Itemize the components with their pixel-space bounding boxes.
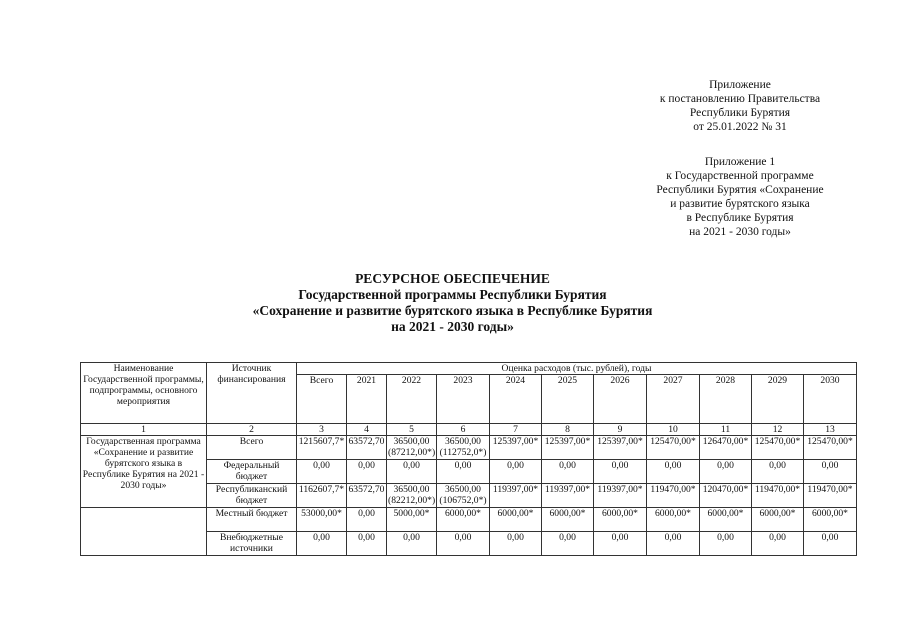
column-number: 1 [81,424,207,436]
column-number: 2 [207,424,297,436]
value-cell [542,508,594,532]
value-line: 0,00 [313,532,330,543]
value-cell [594,460,647,484]
value-line: 0,00 [358,460,375,471]
value-cell [594,508,647,532]
header-row [81,363,857,375]
program-name-cell: Государственная программа «Сохранение и развитие бурятского языка в Республике Бурятия на 2021 - 2030 годы» [81,436,207,508]
value-line: 0,00 [358,508,375,519]
col-name-header: Наименование Государственной программы, подпрограммы, основного мероприятия [81,363,207,424]
value-line: 0,00 [403,532,420,543]
value-cell [297,532,347,556]
value-line: 6000,00* [812,508,848,519]
value-cell [437,484,490,508]
value-line: 63572,70 [348,484,385,495]
value-cell [347,460,387,484]
value-cell [387,532,437,556]
value-cell [700,436,752,460]
value-cell [700,460,752,484]
year-header: 2022 [387,375,437,424]
year-header: 2026 [594,375,647,424]
value-line: 6000,00* [549,508,586,519]
value-line: 0,00 [454,460,472,471]
source-cell: Федеральный бюджет [207,460,297,484]
value-line: 0,00 [358,532,375,543]
column-number: 3 [297,424,347,436]
value-cell [297,484,347,508]
value-line: 125470,00* [807,436,853,447]
value-cell [804,460,857,484]
value-cell [647,508,700,532]
value-line: 36500,00 [445,436,481,447]
resource-table [80,362,857,556]
appendix-program-line: Республики Бурятия «Сохранение [656,184,824,196]
value-line: 0,00 [313,460,330,471]
value-cell [647,436,700,460]
value-cell [594,436,647,460]
appendix-program-line: к Государственной программе [666,170,814,182]
value-line: 0,00 [559,532,576,543]
value-cell [804,508,857,532]
year-header: 2025 [542,375,594,424]
value-line: 36500,00 [393,484,430,495]
year-header: 2030 [804,375,857,424]
value-cell [700,484,752,508]
value-cell [490,508,542,532]
source-cell: Всего [207,436,297,460]
value-cell [490,436,542,460]
column-number: 10 [647,424,700,436]
value-line: 0,00 [611,460,629,471]
value-cell [437,460,490,484]
value-cell [594,484,647,508]
appendix-program-line: на 2021 - 2030 годы» [689,226,791,238]
value-cell [647,484,700,508]
document-title [0,271,905,335]
value-line: 119470,00* [650,484,696,495]
empty-name-cell [81,508,207,556]
value-cell [297,460,347,484]
value-line: 6000,00* [759,508,796,519]
col-source-header: Источник финансирования [207,363,297,424]
expenses-header: Оценка расходов (тыс. рублей), годы [297,363,857,375]
value-cell [752,508,804,532]
value-line: 0,00 [403,460,420,471]
value-line: 6000,00* [602,508,638,519]
source-cell: Внебюджетные источники [207,532,297,556]
appendix-decree-block [615,78,865,134]
column-number-row [81,424,857,436]
value-line: 1215607,7* [298,436,345,447]
value-line: 0,00 [664,532,682,543]
value-line: 0,00 [664,460,682,471]
column-number: 13 [804,424,857,436]
value-line: 0,00 [717,532,734,543]
value-line: 0,00 [454,532,472,543]
value-line: 125397,00* [597,436,643,447]
appendix-decree-line: от 25.01.2022 № 31 [693,121,787,133]
value-line: 53000,00* [301,508,342,519]
title-line: РЕСУРСНОЕ ОБЕСПЕЧЕНИЕ [355,271,550,286]
value-cell [347,532,387,556]
appendix-decree-line: к постановлению Правительства [659,93,821,105]
value-cell [594,532,647,556]
title-line: «Сохранение и развитие бурятского языка в Республике Бурятия [252,303,653,318]
year-header: 2027 [647,375,700,424]
value-cell [752,436,804,460]
value-cell [752,484,804,508]
value-line: 0,00 [507,532,524,543]
value-line: 120470,00* [702,484,749,495]
column-number: 5 [387,424,437,436]
year-header: 2023 [437,375,490,424]
column-number: 11 [700,424,752,436]
value-cell [542,436,594,460]
year-header: 2029 [752,375,804,424]
value-cell [387,436,437,460]
value-line: 5000,00* [393,508,430,519]
value-line: 125470,00* [754,436,801,447]
value-cell [297,508,347,532]
value-line: 119470,00* [807,484,853,495]
value-line: 0,00 [769,460,786,471]
value-line: (82212,00*) [388,495,436,506]
column-number: 7 [490,424,542,436]
value-cell [387,508,437,532]
value-cell [490,532,542,556]
value-cell [542,460,594,484]
value-line: 0,00 [611,532,629,543]
value-line: 6000,00* [497,508,534,519]
value-line: 0,00 [507,460,524,471]
value-cell [647,460,700,484]
value-cell [437,508,490,532]
value-cell [347,484,387,508]
value-cell [700,508,752,532]
value-cell [297,436,347,460]
value-line: (106752,0*) [439,495,487,506]
value-line: 0,00 [821,460,839,471]
value-line: 0,00 [559,460,576,471]
year-header: Всего [297,375,347,424]
value-cell [490,460,542,484]
value-line: 0,00 [717,460,734,471]
value-cell [647,532,700,556]
year-header: 2024 [490,375,542,424]
value-line: 125397,00* [544,436,591,447]
value-line: 0,00 [821,532,839,543]
value-line: (87212,00*) [388,447,436,458]
appendix-decree-line: Приложение [709,79,771,91]
value-cell [437,532,490,556]
value-line: 119470,00* [754,484,801,495]
value-cell [542,484,594,508]
value-line: (112752,0*) [439,447,487,458]
column-number: 4 [347,424,387,436]
value-line: 6000,00* [707,508,744,519]
appendix-program-line: и развитие бурятского языка [670,198,810,210]
column-number: 12 [752,424,804,436]
year-header: 2021 [347,375,387,424]
title-line: Государственной программы Республики Бурятия [298,287,607,302]
value-line: 63572,70 [348,436,385,447]
value-line: 126470,00* [702,436,749,447]
value-line: 6000,00* [655,508,691,519]
appendix-program-line: Приложение 1 [704,156,776,168]
value-cell [752,460,804,484]
year-header: 2028 [700,375,752,424]
value-cell [804,532,857,556]
value-cell [804,484,857,508]
value-line: 6000,00* [445,508,481,519]
value-line: 119397,00* [492,484,539,495]
value-line: 119397,00* [597,484,643,495]
value-cell [542,532,594,556]
column-number: 8 [542,424,594,436]
table-row [81,436,857,460]
appendix-decree-line: Республики Бурятия [689,107,791,119]
value-cell [490,484,542,508]
source-cell: Республиканский бюджет [207,484,297,508]
value-cell [347,436,387,460]
value-line: 36500,00 [445,484,481,495]
value-line: 125470,00* [650,436,696,447]
value-cell [752,532,804,556]
value-cell [387,460,437,484]
value-cell [700,532,752,556]
column-number: 6 [437,424,490,436]
column-number: 9 [594,424,647,436]
value-cell [387,484,437,508]
value-cell [347,508,387,532]
value-line: 0,00 [769,532,786,543]
value-line: 1162607,7* [298,484,345,495]
value-line: 125397,00* [492,436,539,447]
value-cell [437,436,490,460]
value-cell [804,436,857,460]
appendix-program-line: в Республике Бурятия [686,212,794,224]
source-cell: Местный бюджет [207,508,297,532]
value-line: 36500,00 [393,436,430,447]
appendix-program-block [615,155,865,239]
table-row [81,508,857,532]
title-line: на 2021 - 2030 годы» [391,319,514,334]
value-line: 119397,00* [544,484,591,495]
